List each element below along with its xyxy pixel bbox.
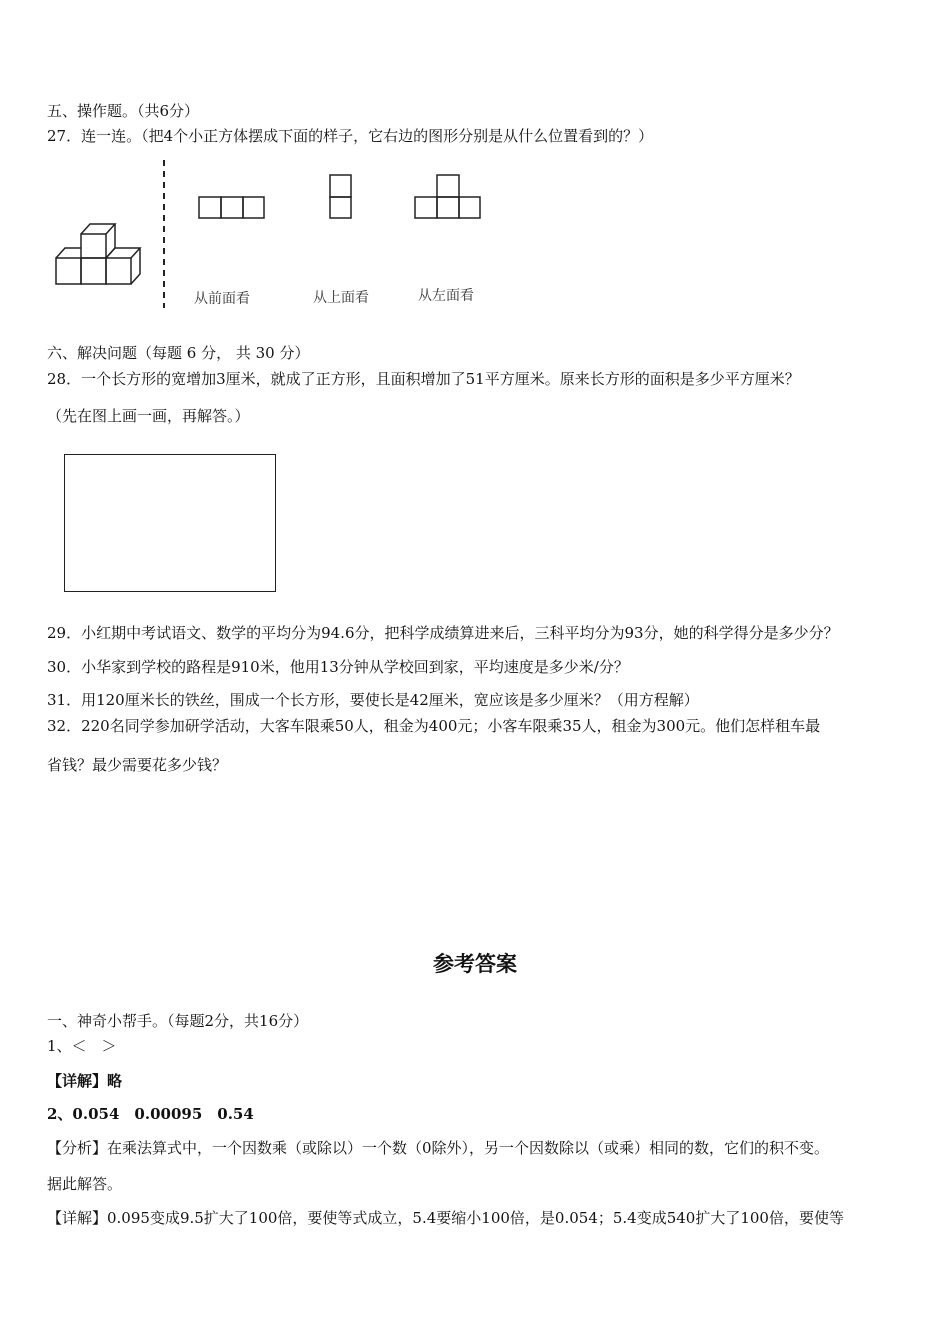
question-32-continued: 省钱？最少需要花多少钱？ (47, 756, 228, 774)
question-28: 28．一个长方形的宽增加3厘米，就成了正方形，且面积增加了51平方厘米。原来长方形的面积是多少平方厘米？ (47, 370, 800, 388)
front-view-figure (197, 195, 267, 221)
caption-left: 从左面看 (418, 288, 474, 304)
answer-1: 1、＜ ＞ (47, 1037, 117, 1055)
section-5-title: 五、操作题。（共6分） (47, 102, 200, 120)
question-28-note: （先在图上画一画，再解答。） (47, 407, 250, 425)
answer-1-detail: 【详解】略 (47, 1072, 123, 1090)
top-view-figure (328, 173, 354, 221)
question-27: 27．连一连。（把4个小正方体摆成下面的样子，它右边的图形分别是从什么位置看到的？） (47, 127, 654, 145)
answer-2-analysis-continued: 据此解答。 (47, 1175, 123, 1193)
answers-section-1-title: 一、神奇小帮手。（每题2分，共16分） (47, 1012, 309, 1030)
question-31: 31．用120厘米长的铁丝，围成一个长方形，要使长是42厘米，宽应该是多少厘米？（用方程解） (47, 691, 699, 709)
answer-2-detail: 【详解】0.095变成9.5扩大了100倍，要使等式成立，5.4要缩小100倍，是0.054；5.4变成540扩大了100倍，要使等 (47, 1209, 844, 1227)
caption-front: 从前面看 (194, 291, 250, 307)
drawing-rectangle (64, 454, 276, 592)
left-view-figure (413, 173, 483, 221)
question-32: 32．220名同学参加研学活动，大客车限乘50人，租金为400元；小客车限乘35人，租金为300元。他们怎样租车最 (47, 717, 821, 735)
caption-top: 从上面看 (313, 290, 369, 306)
cube-stack-figure (50, 212, 150, 292)
section-6-title: 六、解决问题（每题 6 分， 共 30 分） (47, 344, 310, 362)
question-30: 30．小华家到学校的路程是910米，他用13分钟从学校回到家，平均速度是多少米/分？ (47, 658, 629, 676)
answer-2-analysis: 【分析】在乘法算式中，一个因数乘（或除以）一个数（0除外），另一个因数除以（或乘）相同的数，它们的积不变。 (47, 1139, 830, 1157)
answers-heading: 参考答案 (433, 952, 517, 976)
answer-2: 2、0.054 0.00095 0.54 (47, 1105, 254, 1123)
question-29: 29．小红期中考试语文、数学的平均分为94.6分，把科学成绩算进来后，三科平均分为93分，她的科学得分是多少分？ (47, 624, 839, 642)
dashed-divider (160, 160, 168, 308)
